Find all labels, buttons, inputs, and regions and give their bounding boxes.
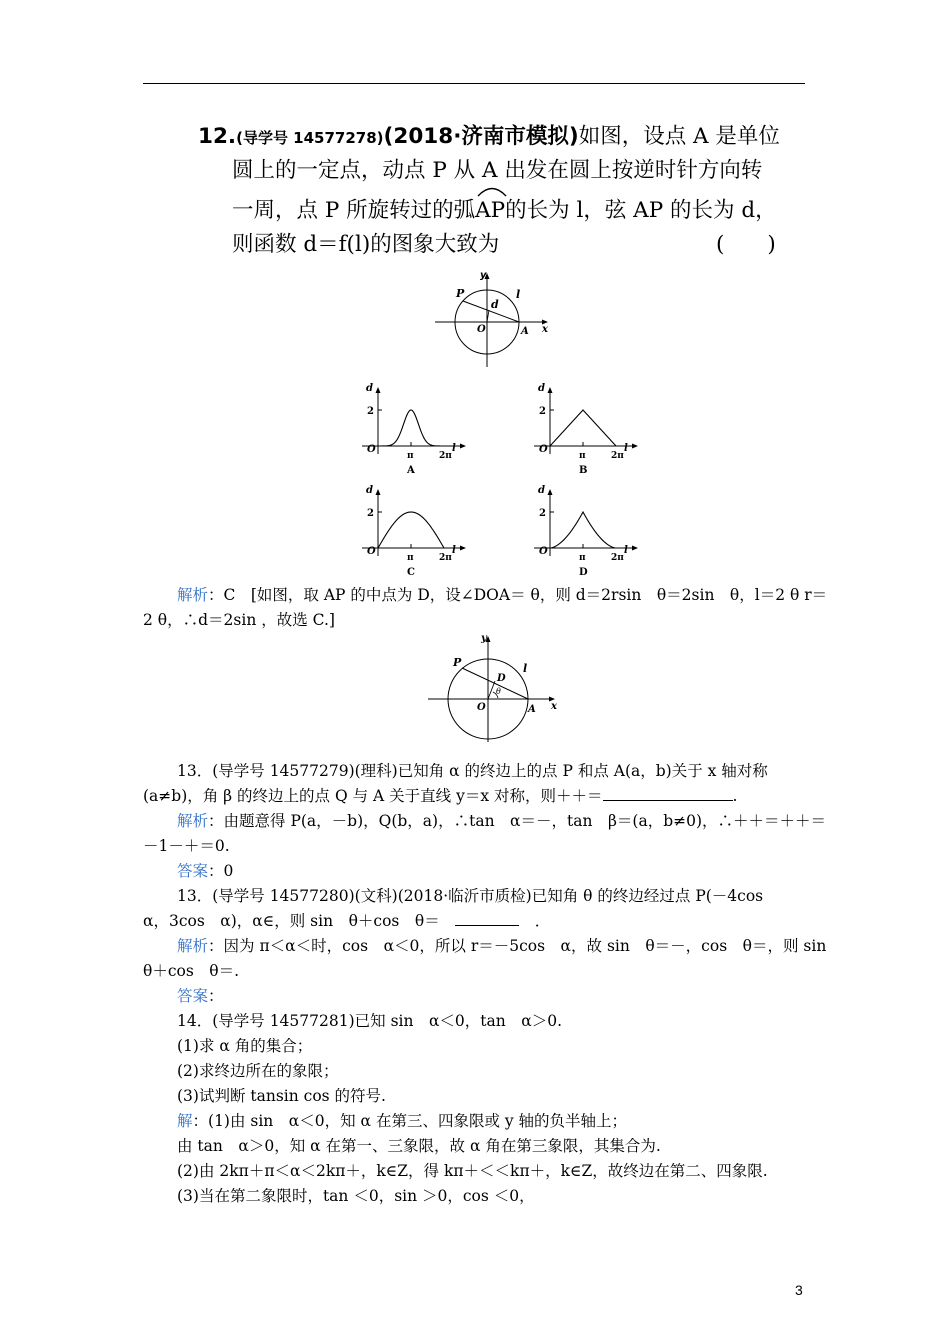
option-d-graph (517, 480, 647, 580)
fig2-d-label: D (497, 673, 506, 684)
curve-b (550, 410, 616, 446)
q14-sol-line3: (2)由 2kπ＋π＜α＜2kπ＋，k∈Z，得 kπ＋＜＜kπ＋，k∈Z，故终边在第二、四象限. (177, 1162, 768, 1180)
x-axis-label: l (624, 545, 628, 556)
q14-sol-line4: (3)当在第二象限时，tan ＜0，sin ＞0，cos ＜0， (177, 1187, 535, 1205)
y-axis-label: d (538, 485, 545, 496)
x-tick-label-2pi: 2π (611, 451, 624, 461)
x-tick-label-pi: π (407, 451, 414, 461)
fig2-theta-label: θ (496, 687, 501, 696)
q13b-line1: 13．(导学号 14577280)(文科)(2018·临沂市质检)已知角 θ 的终边经过点 P(－4cos (177, 887, 764, 905)
y-tick-label: 2 (539, 406, 546, 417)
x-tick-label-2pi: 2π (439, 553, 452, 563)
x-axis-label: l (452, 545, 456, 556)
x-tick-label-pi: π (407, 553, 414, 563)
x-tick-label-pi: π (579, 553, 586, 563)
x-tick-label-2pi: 2π (611, 553, 624, 563)
q13a-sol-line2: －1－＋＝0. (143, 837, 230, 855)
unit-circle-figure (425, 268, 565, 368)
q13b-line2: α，3cos α)，α∈，则 sin θ＋cos θ＝ ． (143, 912, 551, 930)
curve-d (550, 512, 616, 548)
option-c-graph (345, 480, 475, 580)
y-tick-label: 2 (367, 406, 374, 417)
fig2-a-label: A (528, 704, 536, 715)
q14-part1: (1)求 α 角的集合； (177, 1037, 313, 1055)
option-letter-d: D (579, 567, 588, 578)
q14-line1: 14．(导学号 14577281)已知 sin α＜0，tan α＞0. (177, 1012, 562, 1030)
option-b-graph (517, 378, 647, 478)
y-tick-label: 2 (539, 508, 546, 519)
origin-label: O (539, 444, 548, 455)
y-axis-label: d (366, 383, 373, 394)
y-axis-arrow-icon (548, 489, 553, 495)
q12-line2: 圆上的一定点，动点 P 从 A 出发在圆上按逆时针方向转 (232, 158, 763, 183)
option-letter-c: C (407, 567, 415, 578)
origin-label: O (539, 546, 548, 557)
fig-o-label: O (477, 324, 486, 335)
fig-d-label: d (491, 298, 499, 311)
q14-part3: (3)试判断 tansin cos 的符号. (177, 1087, 386, 1105)
q13b-sol-line2: θ＋cos θ＝. (143, 962, 240, 980)
y-tick-label: 2 (367, 508, 374, 519)
q13a-line2: (a≠b)，角 β 的终边上的点 Q 与 A 关于直线 y＝x 对称，则＋＋＝ . (143, 787, 738, 805)
y-axis-arrow-icon (548, 387, 553, 393)
origin-label: O (367, 444, 376, 455)
q14-sol-line2: 由 tan α＞0，知 α 在第一、三象限，故 α 角在第三象限，其集合为. (177, 1137, 661, 1155)
curve-a (378, 410, 444, 446)
q12-line3: 一周，点 P 所旋转过的弧 AP的长为 l，弦 AP 的长为 d， (232, 195, 777, 227)
q13a-sol-line1: 解析：由题意得 P(a，－b)，Q(b，a)，∴tan α＝－，tan β＝(a，b≠0)，∴＋＋＝＋＋＝ (177, 812, 827, 830)
origin-label: O (367, 546, 376, 557)
q13a-answer-blank (603, 786, 733, 801)
x-axis-label: l (452, 443, 456, 454)
sol12-line1: 解析：C [如图，取 AP 的中点为 D，设∠DOA＝ θ，则 d＝2rsin θ＝2sin θ，l＝2 θ r＝ (177, 586, 828, 604)
fig-y-label: y (480, 270, 487, 281)
q14-part2: (2)求终边所在的象限； (177, 1062, 339, 1080)
y-axis-arrow-icon (376, 489, 381, 495)
option-letter-b: B (579, 465, 588, 476)
fig-l-label: l (516, 288, 521, 301)
q13b-answer: 答案： (177, 987, 224, 1005)
fig-a-label: A (521, 326, 529, 337)
x-axis-arrow-icon (460, 546, 466, 551)
fig2-p-label: P (453, 656, 462, 669)
q14-sol-line1: 解：(1)由 sin α＜0，知 α 在第三、四象限或 y 轴的负半轴上； (177, 1112, 628, 1130)
q13b-answer-blank (455, 911, 519, 926)
x-tick-label-2pi: 2π (439, 451, 452, 461)
option-letter-a: A (407, 465, 415, 476)
page-number: 3 (795, 1282, 803, 1298)
x-axis-arrow-icon (460, 444, 466, 449)
fig2-l-label: l (523, 662, 528, 675)
curve-c (378, 512, 444, 548)
q13a-line1: 13．(导学号 14577279)(理科)已知角 α 的终边上的点 P 和点 A(a，b)关于 x 轴对称 (177, 762, 768, 780)
solution-circle-figure (420, 632, 570, 742)
fig2-x-label: x (551, 701, 557, 712)
q12-answer-paren: ( ) (716, 232, 776, 257)
x-tick-label-pi: π (579, 451, 586, 461)
q12-line1: 12.(导学号 14577278)(2018·济南市模拟)如图，设点 A 是单位 (198, 124, 780, 149)
sol12-line2: 2 θ，∴d＝2sin ，故选 C.] (143, 611, 335, 629)
option-a-graph (345, 378, 475, 478)
y-axis-arrow-icon (376, 387, 381, 393)
q12-line4: 则函数 d＝f(l)的图象大致为 (232, 232, 500, 257)
q13b-sol-line1: 解析：因为 π＜α＜时，cos α＜0，所以 r＝－5cos α，故 sin θ＝－，cos θ＝，则 sin (177, 937, 827, 955)
fig-x-label: x (542, 324, 548, 335)
x-axis-arrow-icon (632, 546, 638, 551)
header-rule (143, 83, 805, 84)
arc-ap: AP (475, 195, 505, 227)
fig2-y-label: y (481, 633, 487, 644)
y-axis-label: d (366, 485, 373, 496)
x-axis-label: l (624, 443, 628, 454)
q13a-answer: 答案：0 (177, 862, 234, 880)
arc-icon (475, 183, 509, 197)
fig2-o-label: O (477, 702, 486, 713)
y-axis-label: d (538, 383, 545, 394)
fig-p-label: P (456, 287, 465, 300)
x-axis-arrow-icon (632, 444, 638, 449)
